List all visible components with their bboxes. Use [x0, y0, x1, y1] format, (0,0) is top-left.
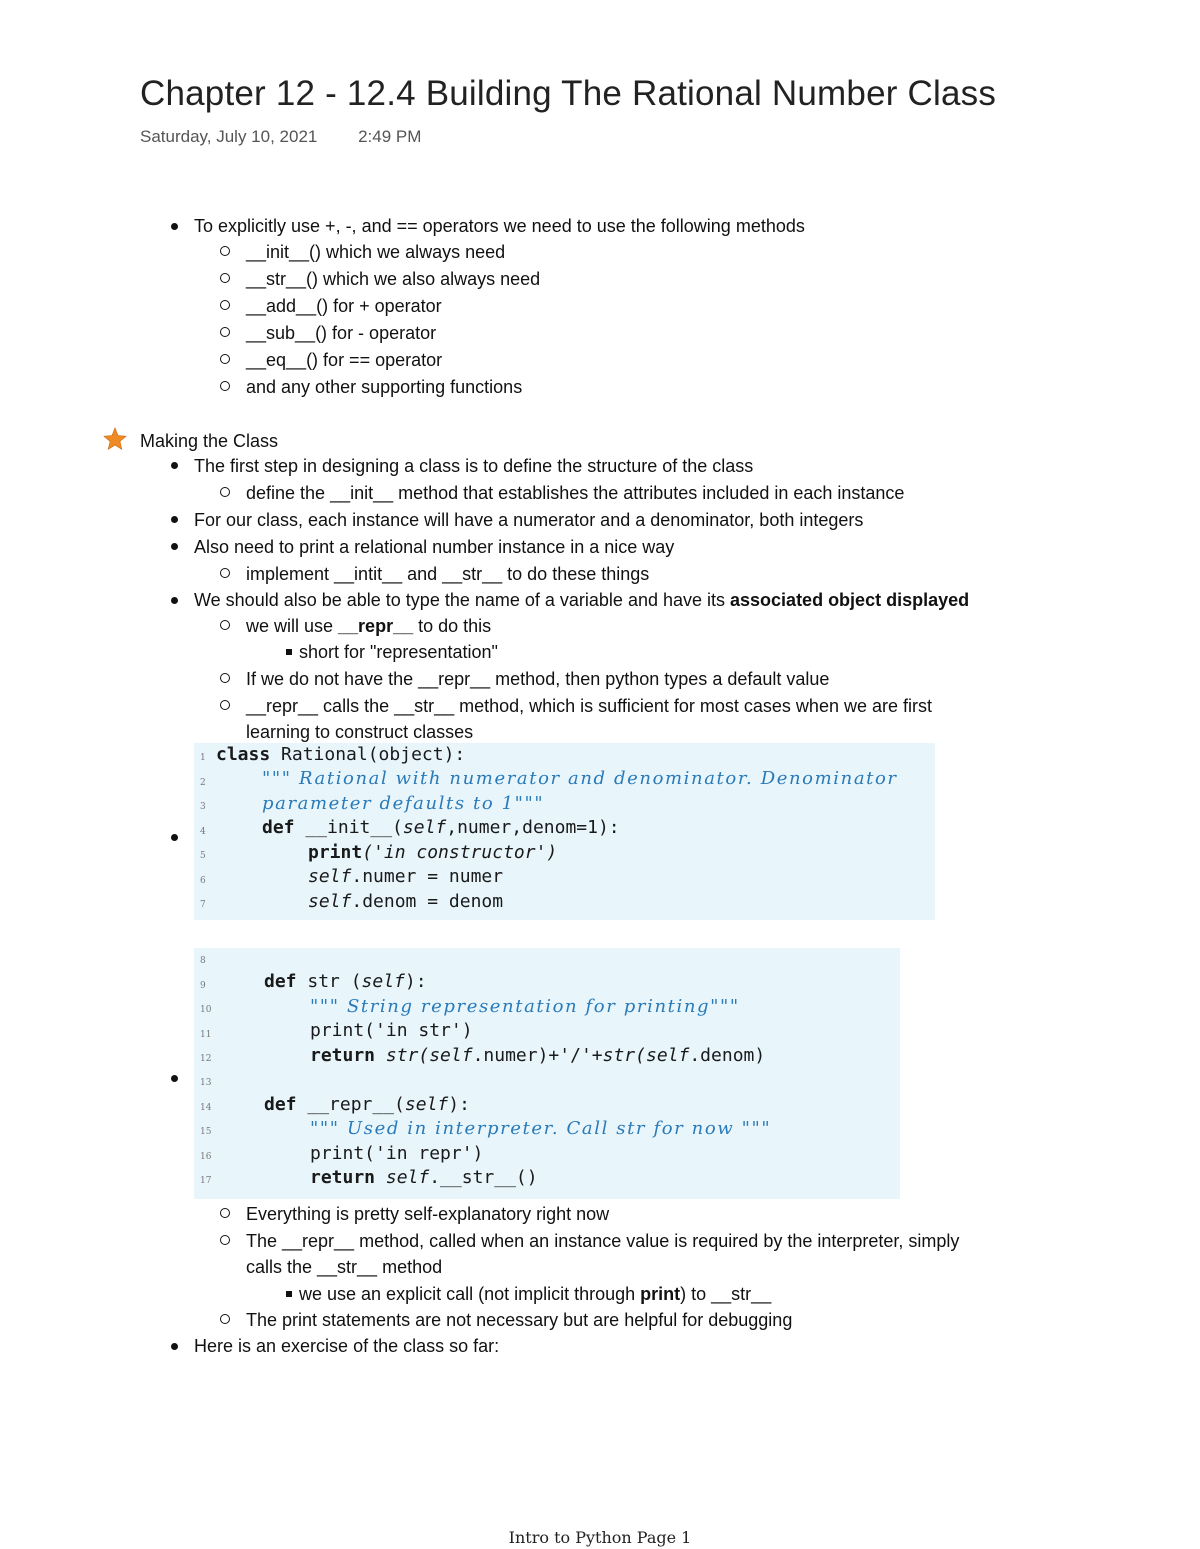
section-subsubitem: short for "representation"	[299, 642, 498, 662]
bullet-circle	[220, 568, 230, 578]
code-text: .numer)+'/'+	[472, 1045, 603, 1066]
line-number: 11	[200, 1030, 212, 1040]
code-line	[216, 743, 465, 767]
intro-main: To explicitly use +, -, and == operators we need to use the following methods	[194, 216, 805, 236]
bullet-text: we will use	[246, 616, 339, 636]
line-number: 5	[200, 851, 206, 861]
bullet-disc	[171, 834, 178, 841]
line-number: 1	[200, 753, 206, 763]
bullet-circle	[220, 246, 230, 256]
section-bullet	[194, 588, 969, 612]
code-docstring: """ Rational with numerator and denominator. Denominator	[262, 768, 898, 789]
code-keyword: def	[264, 971, 297, 992]
code-self: self	[308, 891, 352, 912]
code-line	[310, 1166, 538, 1190]
code-keyword: return	[310, 1045, 386, 1066]
bullet-circle	[220, 300, 230, 310]
line-number: 15	[200, 1127, 212, 1137]
code-line: print('in str')	[310, 1020, 473, 1041]
code-line: print('in repr')	[310, 1143, 484, 1164]
code-docstring: """ String representation for printing"""	[310, 996, 740, 1017]
after-item-cont: calls the __str__ method	[246, 1257, 443, 1277]
line-number: 3	[200, 802, 206, 812]
line-number: 9	[200, 981, 206, 991]
code-line	[308, 865, 503, 889]
section-subitem: __repr__ calls the __str__ method, which is sufficient for most cases when we are first	[246, 696, 932, 716]
bullet-disc	[171, 597, 178, 604]
code-self: self	[385, 1167, 430, 1188]
bullet-circle	[220, 620, 230, 630]
section-bullet: For our class, each instance will have a numerator and a denominator, both integers	[194, 510, 864, 530]
bullet-disc	[171, 462, 178, 469]
code-text: __repr__(	[296, 1094, 405, 1115]
bullet-disc	[171, 543, 178, 550]
bullet-disc	[171, 1343, 178, 1350]
section-subitem	[246, 614, 491, 638]
bullet-circle	[220, 1314, 230, 1324]
bullet-circle	[220, 354, 230, 364]
after-subitem	[299, 1282, 771, 1306]
code-block-1	[194, 743, 935, 920]
code-text: .numer = numer	[351, 866, 504, 887]
bullet-square	[286, 649, 292, 655]
code-self: self	[308, 866, 352, 887]
bullet-circle	[220, 700, 230, 710]
code-keyword: def	[262, 817, 295, 838]
bullet-circle	[220, 487, 230, 497]
section-subitem: define the __init__ method that establishes the attributes included in each instance	[246, 483, 905, 503]
code-keyword: def	[264, 1094, 297, 1115]
code-keyword: print	[308, 842, 363, 863]
bullet-disc	[171, 516, 178, 523]
bullet-bold-text: __repr__	[338, 616, 414, 636]
page-time: 2:49 PM	[358, 127, 422, 146]
code-self: self	[404, 1094, 449, 1115]
bullet-text: we use an explicit call (not implicit through	[299, 1284, 641, 1304]
code-text: .denom = denom	[351, 891, 504, 912]
code-line	[310, 1044, 765, 1068]
line-number: 14	[200, 1103, 212, 1113]
line-number: 7	[200, 900, 206, 910]
bullet-circle	[220, 327, 230, 337]
bullet-text: to do this	[413, 616, 492, 636]
line-number: 4	[200, 827, 206, 837]
intro-item: __sub__() for - operator	[246, 323, 437, 343]
section-subitem: implement __intit__ and __str__ to do these things	[246, 564, 650, 584]
intro-item: __init__() which we always need	[246, 242, 506, 262]
line-number: 2	[200, 778, 206, 788]
line-number: 10	[200, 1005, 212, 1015]
after-item: The __repr__ method, called when an instance value is required by the interpreter, simply	[246, 1231, 960, 1251]
code-text: str (	[296, 971, 362, 992]
code-text: .__str__()	[429, 1167, 538, 1188]
code-line	[264, 1093, 470, 1117]
line-number: 8	[200, 956, 206, 966]
bullet-disc	[171, 1075, 178, 1082]
line-number: 17	[200, 1176, 212, 1186]
after-item: The print statements are not necessary but are helpful for debugging	[246, 1310, 793, 1330]
code-text: str(	[385, 1045, 430, 1066]
code-text: Rational(object):	[270, 744, 466, 765]
section-heading: Making the Class	[140, 431, 279, 451]
after-item: Everything is pretty self-explanatory right now	[246, 1204, 610, 1224]
intro-item: __str__() which we also always need	[246, 269, 541, 289]
bullet-text: We should also be able to type the name of a variable and have its	[194, 590, 731, 610]
page-date: Saturday, July 10, 2021	[140, 127, 318, 146]
bullet-circle	[220, 381, 230, 391]
code-line	[262, 816, 620, 840]
code-docstring: """ Used in interpreter. Call str for now """	[310, 1118, 772, 1139]
code-line	[308, 841, 557, 865]
bullet-text: ) to __str__	[680, 1284, 772, 1304]
page-meta	[140, 127, 421, 147]
section-bullet: Also need to print a relational number instance in a nice way	[194, 537, 675, 557]
bullet-circle	[220, 673, 230, 683]
page-title: Chapter 12 - 12.4 Building The Rational Number Class	[140, 74, 997, 113]
bullet-bold-text: print	[640, 1284, 681, 1304]
section-bullet: The first step in designing a class is to define the structure of the class	[194, 456, 754, 476]
bullet-circle	[220, 273, 230, 283]
line-number: 6	[200, 876, 206, 886]
star-icon	[103, 427, 127, 451]
intro-item: and any other supporting functions	[246, 377, 523, 397]
code-text: str(	[602, 1045, 646, 1066]
exercise-bullet: Here is an exercise of the class so far:	[194, 1336, 500, 1356]
code-text: ,numer,denom=1):	[446, 817, 620, 838]
code-docstring: parameter defaults to 1"""	[262, 793, 545, 814]
intro-item: __eq__() for == operator	[246, 350, 443, 370]
code-self: self	[361, 971, 405, 992]
section-subitem: If we do not have the __repr__ method, then python types a default value	[246, 669, 830, 689]
line-number: 13	[200, 1078, 212, 1088]
code-text: .denom)	[689, 1045, 766, 1066]
code-self: self	[429, 1045, 473, 1066]
code-self: self	[645, 1045, 690, 1066]
bullet-circle	[220, 1235, 230, 1245]
section-subitem-cont: learning to construct classes	[246, 722, 474, 742]
code-text: __init__(	[294, 817, 403, 838]
code-text: ):	[404, 971, 427, 992]
code-line	[308, 890, 503, 914]
code-keyword: return	[310, 1167, 386, 1188]
bullet-circle	[220, 1208, 230, 1218]
page-footer: Intro to Python Page 1	[508, 1528, 692, 1547]
code-keyword: class	[216, 744, 271, 765]
code-self: self	[402, 817, 447, 838]
code-text: ):	[448, 1094, 470, 1115]
bullet-bold-text: associated object displayed	[730, 590, 970, 610]
code-block-2	[194, 948, 900, 1199]
code-line	[264, 970, 427, 994]
bullet-square	[286, 1291, 292, 1297]
line-number: 16	[200, 1152, 212, 1162]
intro-item: __add__() for + operator	[246, 296, 442, 316]
bullet-disc	[171, 223, 178, 230]
code-text: ('in constructor')	[362, 842, 558, 863]
line-number: 12	[200, 1054, 212, 1064]
